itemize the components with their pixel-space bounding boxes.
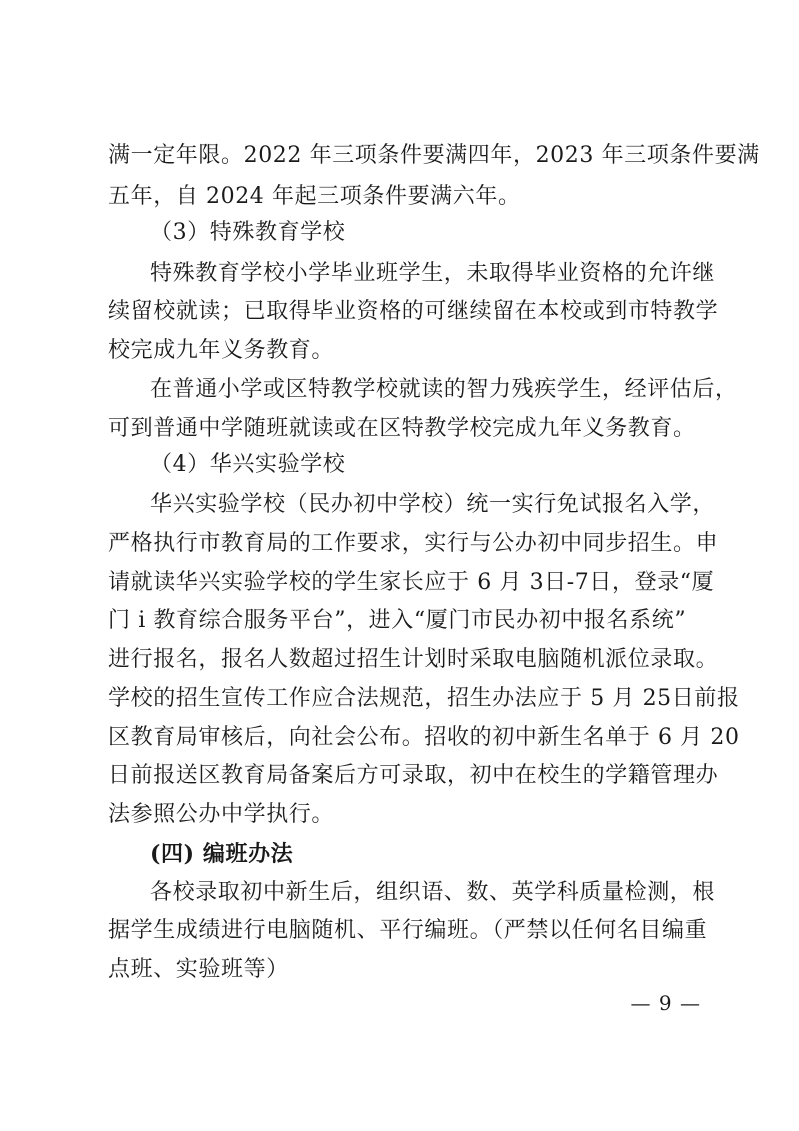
text-line: 学校的招生宣传工作应合法规范，招生办法应于 5 月 25日前报 (108, 686, 740, 711)
text-line: 门 i 教育综合服务平台”，进入“厦门市民办初中报名系统” (108, 608, 687, 633)
text-line: 区教育局审核后，向社会公布。招收的初中新生名单于 6 月 20 (108, 725, 740, 750)
text-line: 点班、实验班等） (108, 957, 289, 982)
text-line: 五年，自 2024 年起三项条件要满六年。 (108, 184, 521, 209)
text-line: 据学生成绩进行电脑随机、平行编班。（严禁以任何名目编重 (108, 918, 708, 943)
text-line: 校完成九年义务教育。 (108, 338, 335, 363)
text-line: 在普通小学或区特教学校就读的智力残疾学生，经评估后， (150, 377, 738, 402)
text-line: 各校录取初中新生后，组织语、数、英学科质量检测，根 (150, 880, 716, 905)
text-line: 严格执行市教育局的工作要求，实行与公办初中同步招生。申 (108, 531, 719, 556)
text-line: 可到普通中学随班就读或在区特教学校完成九年义务教育。 (108, 416, 696, 441)
text-line: 满一定年限。2022 年三项条件要满四年，2023 年三项条件要满 (108, 143, 760, 168)
text-line: 进行报名，报名人数超过招生计划时采取电脑随机派位录取。 (108, 647, 719, 672)
text-line: 华兴实验学校（民办初中学校）统一实行免试报名入学， (150, 492, 716, 517)
text-line: 续留校就读；已取得毕业资格的可继续留在本校或到市特教学 (108, 299, 719, 324)
text-line: 请就读华兴实验学校的学生家长应于 6 月 3日-7日，登录“厦 (108, 570, 715, 595)
section-heading-huaxing-school: （4）华兴实验学校 (150, 452, 346, 477)
section-heading-special-education: （3）特殊教育学校 (150, 220, 346, 245)
text-line: 特殊教育学校小学毕业班学生，未取得毕业资格的允许继 (150, 261, 716, 286)
page-number: — 9 — (630, 991, 701, 1015)
text-line: 日前报送区教育局备案后方可录取，初中在校生的学籍管理办 (108, 763, 719, 788)
text-line: 法参照公办中学执行。 (108, 802, 335, 827)
section-heading-class-assignment: (四) 编班办法 (150, 841, 294, 867)
